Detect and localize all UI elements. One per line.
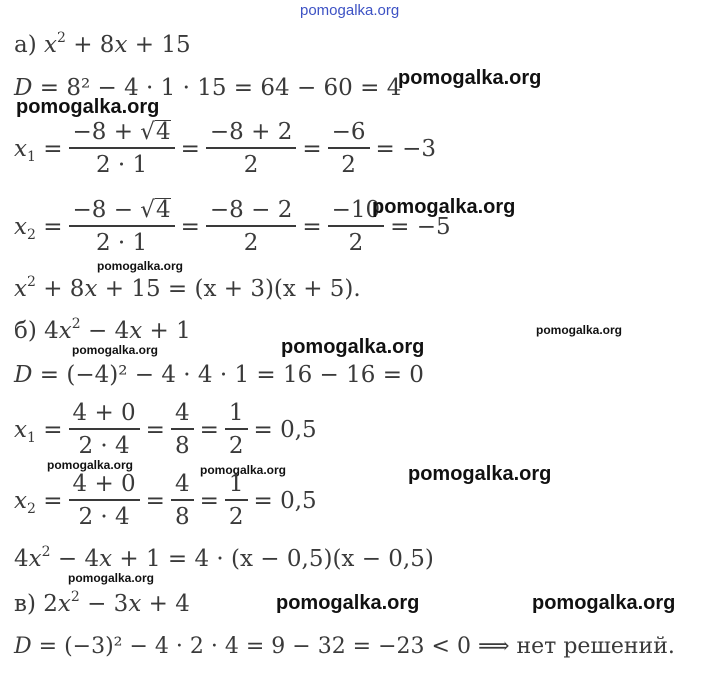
fraction: $\frac{4 + 0}{2 \cdot 4}$ bbox=[69, 473, 140, 529]
fraction: $\frac{-8 - √4}{2 \cdot 1}$ bbox=[69, 198, 175, 255]
part-b-discriminant-value: = (−4)² − 4 · 4 · 1 = 16 − 16 = 0 bbox=[39, 362, 424, 388]
fraction: $\frac{-8 - 2}{2}$ bbox=[206, 199, 296, 255]
part-a-factored: $x^2 + 8x + 15 = (x + 3)(x + 5)$. bbox=[14, 274, 361, 302]
part-b-factored: $4x^2 - 4x + 1 = 4 \cdot (x - 0,5)(x - 0,5)$ bbox=[14, 544, 434, 572]
part-a-root-1: $x_1$ = $\frac{-8 + √4}{2 \cdot 1}$ = $\frac{-8 + 2}{2}$ = $\frac{-6}{2}$ = −3 bbox=[14, 118, 437, 178]
part-b-root-1-result: = 0,5 bbox=[253, 417, 317, 443]
part-c-discriminant: D = (−3)² − 4 · 2 · 4 = 9 − 32 = −23 < 0 ⟹ нет решений. bbox=[14, 634, 675, 659]
part-b-label: б) bbox=[14, 318, 37, 344]
fraction: $\frac{-8 + 2}{2}$ bbox=[206, 121, 296, 177]
watermark: pomogalka.org bbox=[200, 463, 287, 477]
watermark: pomogalka.org bbox=[72, 343, 159, 357]
watermark: pomogalka.org bbox=[97, 259, 184, 273]
fraction: $\frac{-8 + √4}{2 \cdot 1}$ bbox=[69, 120, 175, 177]
fraction: $\frac{4 + 0}{2 \cdot 4}$ bbox=[69, 402, 140, 458]
watermark: pomogalka.org bbox=[68, 571, 155, 585]
part-b-expression: б) $4x^2 - 4x + 1$ bbox=[14, 316, 191, 344]
part-a-factored-value: = (x + 3)(x + 5). bbox=[167, 276, 361, 302]
watermark: pomogalka.org bbox=[281, 336, 425, 358]
watermark: pomogalka.org bbox=[276, 592, 420, 614]
part-b-factored-value: = 4 · (x − 0,5)(x − 0,5) bbox=[167, 546, 434, 572]
header-watermark: pomogalka.org bbox=[300, 2, 400, 19]
fraction: $\frac{1}{2}$ bbox=[225, 402, 248, 458]
part-b-root-2-result: = 0,5 bbox=[253, 488, 317, 514]
part-a-expression: а) $x^2 + 8x + 15$ bbox=[14, 30, 191, 58]
watermark: pomogalka.org bbox=[372, 196, 516, 218]
part-a-label: а) bbox=[14, 32, 37, 58]
part-a-discriminant: D = 8² − 4 · 1 · 15 = 64 − 60 = 4 bbox=[14, 75, 402, 101]
part-a-root-1-result: = −3 bbox=[375, 135, 437, 162]
part-c-label: в) bbox=[14, 591, 36, 617]
part-b-root-1: $x_1$ = $\frac{4 + 0}{2 \cdot 4}$ = $\frac{4}{8}$ = $\frac{1}{2}$ = 0,5 bbox=[14, 400, 317, 459]
part-a-discriminant-value: = 8² − 4 · 1 · 15 = 64 − 60 = 4 bbox=[39, 75, 402, 101]
fraction: $\frac{-6}{2}$ bbox=[328, 121, 370, 177]
watermark: pomogalka.org bbox=[398, 67, 542, 89]
part-c-discriminant-value: = (−3)² − 4 · 2 · 4 = 9 − 32 = −23 < 0 ⟹ нет решений. bbox=[38, 634, 675, 659]
part-b-root-2: $x_2$ = $\frac{4 + 0}{2 \cdot 4}$ = $\frac{4}{8}$ = $\frac{1}{2}$ = 0,5 bbox=[14, 471, 317, 530]
part-a-root-2: $x_2$ = $\frac{-8 - √4}{2 \cdot 1}$ = $\frac{-8 - 2}{2}$ = $\frac{-10}{2}$ = −5 bbox=[14, 196, 451, 256]
fraction: $\frac{4}{8}$ bbox=[171, 402, 194, 458]
part-b-discriminant: D = (−4)² − 4 · 4 · 1 = 16 − 16 = 0 bbox=[14, 362, 424, 388]
watermark: pomogalka.org bbox=[408, 463, 552, 485]
watermark: pomogalka.org bbox=[47, 458, 134, 472]
fraction: $\frac{1}{2}$ bbox=[225, 473, 248, 529]
watermark: pomogalka.org bbox=[532, 592, 676, 614]
watermark: pomogalka.org bbox=[16, 96, 160, 118]
fraction: $\frac{-10}{2}$ bbox=[328, 199, 385, 255]
part-c-expression: в) $2x^2 - 3x + 4$ bbox=[14, 589, 190, 617]
watermark: pomogalka.org bbox=[536, 323, 623, 337]
fraction: $\frac{4}{8}$ bbox=[171, 473, 194, 529]
part-a-root-2-result: = −5 bbox=[390, 213, 451, 240]
